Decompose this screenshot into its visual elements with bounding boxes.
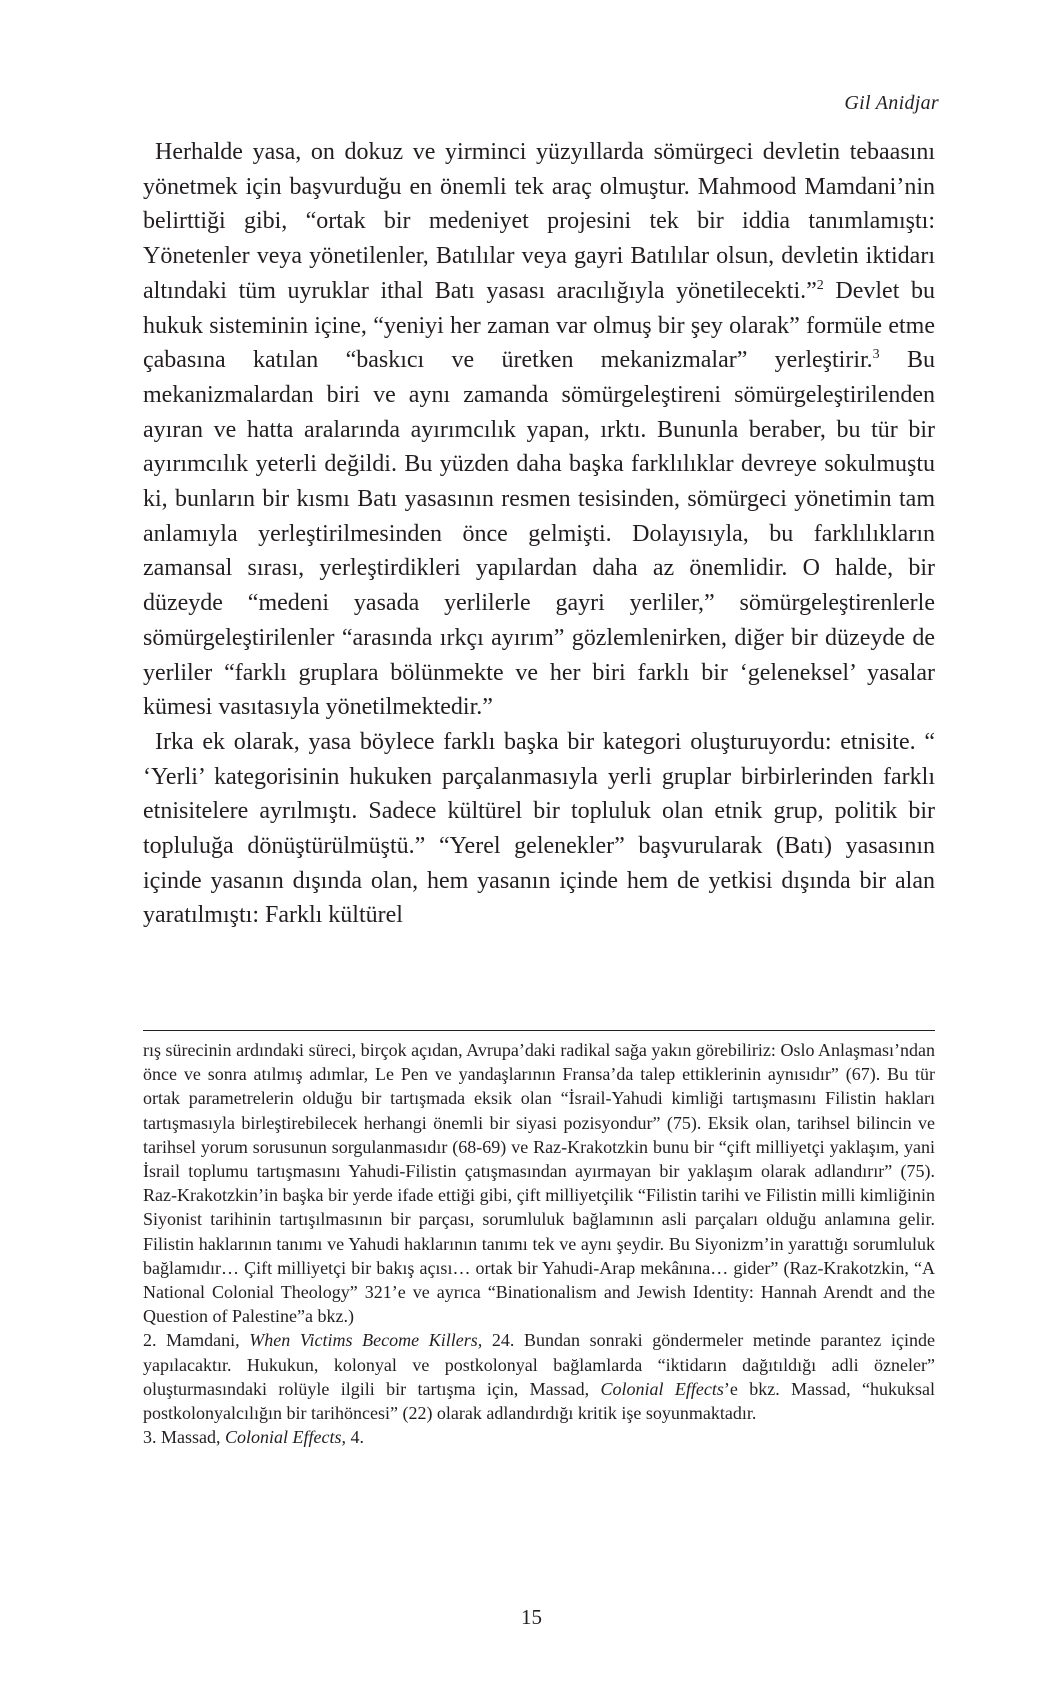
main-text <box>143 135 935 933</box>
footnote-continued: rış sürecinin ardındaki süreci, birçok açıdan, Avrupa’daki radikal sağa yakın görebiliriz: Oslo Anlaşması’ndan önce ve sonra atılmış adımlar, Le Pen ve yandaşlarının Fransa’da talep ettiklerinin aynısıdır” (67). Bu tür ortak parametrelerin olduğu bir tartışmada eksik olan “İsrail-Yahudi kimliği tartışmasını Filistin hakları tartışmasıyla birleştirebilecek herhangi önemli bir siyasi pozisyondur” (75). Eksik olan, tarihsel bilincin ve tarihsel yorum sorusunun sorgulanmasıdır (68-69) ve Raz-Krakotzkin bunu bir “çift milliyetçi yaklaşım, yani İsrail toplumu tartışmasını Yahudi-Filistin çatışmasından ayırmayan bir yaklaşım olarak adlandırır” (75). Raz-Krakotzkin’in başka bir yerde ifade ettiği gibi, çift milliyetçilik “Filistin tarihi ve Filistin milli kimliğinin Siyonist tarihinin tartışılmasının bir parçası, sorumluluk bağlamının asli parçaları olduğu anlamına gelir. Filistin haklarının tanımı ve Yahudi haklarının tanımı tek ve aynı şeydir. Bu Siyonizm’in yarattığı sorumluluk bağlamıdır… Çift milliyetçi bir bakış açısı… ortak bir Yahudi-Arap mekânına… gider” (Raz-Krakotzkin, “A National Colonial Theology” 321’e ve ayrıca “Binationalism and Jewish Identity: Hannah Arendt and the Question of Palestine”a bkz.) <box>143 1040 935 1327</box>
footnote-3-title: Colonial Effects, <box>225 1427 346 1448</box>
footnote-separator <box>143 1030 935 1031</box>
footnote-2-tail: ’e bkz. Massad, “hukuksal postkolonyalcılığın bir tarihöncesi” (22) olarak adlandırdığı kritik işe soyunmaktadır. <box>143 1378 935 1424</box>
footnote-2-text: 24. Bundan sonraki göndermeler metinde parantez içinde yapılacaktır. Hukukun, kolonyal ve postkolonyal bağlamlarda “iktidarın dağıtıldığı adli özneler” oluşturmasındaki rolüyle ilgili bir tartışma için, Massad, <box>143 1330 935 1399</box>
paragraph-2: Irka ek olarak, yasa böylece farklı başka bir kategori oluşturuyordu: etnisite. “ ‘Yerli’ kategorisinin hukuken parçalanmasıyla yerli gruplar birbirlerinden farklı etnisitelere ayrılmıştı. Sadece kültürel bir topluluk olan etnik grup, politik bir topluluğa dönüştürülmüştü.” “Yerel gelenekler” başvurularak (Batı) yasasının içinde yasanın dışında olan, hem yasanın içinde hem de yetkisi dışında bir alan yaratılmıştı: Farklı kültürel <box>143 728 935 929</box>
footnote-ref-3[interactable]: 3 <box>872 347 880 363</box>
paragraph-1-part-c: Bu mekanizmalardan biri ve aynı zamanda sömürgeleştireni sömürgeleştirilenden ayıran ve hatta aralarında ayırımcılık yapan, ırktı. Bununla beraber, bu tür bir ayırımcılık yeterli değildi. Bu yüzden daha başka farklılıklar devreye sokulmuştu ki, bunların bir kısmı Batı yasasının resmen tesisinden, sömürgeci yönetimin tam anlamıyla yerleştirilmesinden önce gelmişti. Dolayısıyla, bu farklılıkların zamansal sırası, yerleştirdikleri yapılardan daha az önemlidir. O halde, bir düzeyde “medeni yasada yerlilerle gayri yerliler,” sömürgeleştirenlerle sömürgeleştirilenler “arasında ırkçı ayırım” gözlemlenirken, diğer bir düzeyde de yerliler “farklı gruplara bölünmekte ve her biri farklı bir ‘geleneksel’ yasalar kümesi vasıtasıyla yönetilmektedir.” <box>143 347 935 721</box>
page-number: 15 <box>521 1605 542 1629</box>
footnote-2-lead: 2. Mamdani, <box>143 1330 250 1351</box>
paragraph-1-part-b: Devlet bu hukuk sisteminin içine, “yeniyi her zaman var olmuş bir şey olarak” formüle etme çabasına katılan “baskıcı ve üretken mekanizmalar” yerleştirir. <box>143 277 935 374</box>
footnote-2 <box>143 1328 935 1425</box>
footnote-3 <box>143 1425 935 1449</box>
footnote-2-title-2: Colonial Effects <box>600 1378 724 1399</box>
paragraph-1-part-a: Herhalde yasa, on dokuz ve yirminci yüzyıllarda sömürgeci devletin tebaasını yönetmek için başvurduğu en önemli tek araç olmuştur. Mahmood Mamdani’nin belirttiği gibi, “ortak bir medeniyet projesini tek bir iddia tanımlamıştı: Yönetenler veya yönetilenler, Batılılar veya gayri Batılılar olsun, devletin iktidarı altındaki tüm uyruklar ithal Batı yasası aracılığıyla yönetilecekti.” <box>143 139 935 304</box>
footnote-3-tail: 4. <box>346 1427 364 1448</box>
footnote-ref-2[interactable]: 2 <box>816 277 824 293</box>
footnotes <box>143 1038 935 1449</box>
paragraph-1 <box>143 135 935 725</box>
running-head: Gil Anidjar <box>844 92 939 114</box>
footnote-3-lead: 3. Massad, <box>143 1427 225 1448</box>
footnote-2-title: When Victims Become Killers, <box>249 1330 483 1351</box>
